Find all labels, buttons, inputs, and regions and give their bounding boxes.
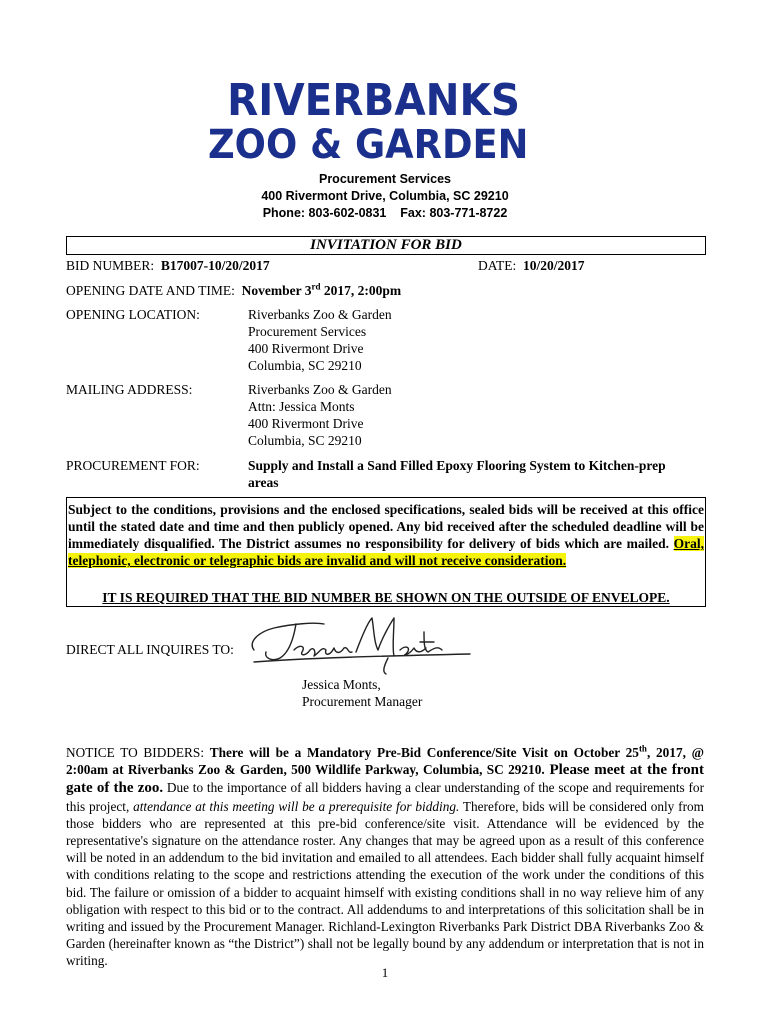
header-phone: Phone: 803-602-0831 Fax: 803-771-8722 xyxy=(262,206,508,220)
opening-label: OPENING DATE AND TIME: xyxy=(66,283,235,298)
procurement-label: PROCUREMENT FOR: xyxy=(66,458,200,473)
opening-time: 2017, 2:00pm xyxy=(320,283,402,298)
bid-number: B17007-10/20/2017 xyxy=(160,258,270,273)
notice-to-bidders xyxy=(66,744,704,970)
header-dept: Procurement Services xyxy=(318,172,451,186)
date-row xyxy=(478,257,585,274)
notice-conference-place: , 2017, @ 2:00am at Riverbanks Zoo & Garden, 500 Wildlife Parkway, Columbia, SC 29210. xyxy=(66,745,704,778)
notice-body-1: Due to the importance of all bidders having a clear understanding of the scope and requirements for this project, xyxy=(66,780,704,814)
invalid-bids-highlight: Oral, telephonic, electronic or telegraphic bids are invalid and will not receive consideration. xyxy=(68,536,704,568)
opening-date-suffix: rd xyxy=(311,281,321,292)
mailing-line: Columbia, SC 29210 xyxy=(248,433,362,448)
notice-label: NOTICE TO BIDDERS: xyxy=(66,745,210,760)
page-title: INVITATION FOR BID xyxy=(66,236,706,255)
opening-date: November 3 xyxy=(241,283,312,298)
opening-value xyxy=(242,283,402,298)
required-notice: IT IS REQUIRED THAT THE BID NUMBER BE SHOWN ON THE OUTSIDE OF ENVELOPE. xyxy=(102,590,670,605)
location-line: Procurement Services xyxy=(248,324,367,339)
logo-line-2: ZOO & GARDEN xyxy=(208,122,529,168)
location-label: OPENING LOCATION: xyxy=(66,307,200,322)
conditions-box xyxy=(66,497,706,607)
header-address: 400 Rivermont Drive, Columbia, SC 29210 xyxy=(261,189,509,203)
bid-number-label: BID NUMBER: xyxy=(66,258,155,273)
logo-line-1: RIVERBANKS xyxy=(227,75,521,126)
date-value: 10/20/2017 xyxy=(523,258,585,273)
contact-role: Procurement Manager xyxy=(302,694,423,709)
procurement-line: areas xyxy=(248,475,279,490)
notice-prerequisite: attendance at this meeting will be a prerequisite for bidding. xyxy=(133,798,460,814)
notice-conference-date: There will be a Mandatory Pre-Bid Conference/Site Visit on October 25 xyxy=(209,745,639,760)
mailing-line: 400 Rivermont Drive xyxy=(248,416,364,431)
bid-number-row xyxy=(66,257,270,274)
contact-name: Jessica Monts, xyxy=(302,677,381,692)
notice-body-2: Therefore, bids will be considered only from those bidders who are represented at this pre-bid conference/site visit. Attendance will be evidenced by the representative's signature on the attendance roster. Any changes that may be agreed upon as a result of this conference will be noted in an addendum to the bid invitation and emailed to all attendees. Each bidder shall fully acquaint himself with conditions relating to the scope and restrictions attending the execution of the work under the conditions of this bid. The failure or omission of a bidder to acquaint himself with existing conditions shall in no way relieve him of any obligation with respect to this bid or to the contract. All addendums to and interpretations of this solicitation shall be in writing and issued by the Procurement Manager. Richland-Lexington Riverbanks Park District DBA Riverbanks Zoo & Garden (hereinafter known as “the District”) shall not be legally bound by any addendum or interpretation that is not in writing. xyxy=(66,798,704,969)
location-line: 400 Rivermont Drive xyxy=(248,341,364,356)
location-line: Columbia, SC 29210 xyxy=(248,358,362,373)
conditions-text xyxy=(68,501,704,569)
notice-date-suffix: th xyxy=(638,743,647,754)
notice-meet: Please meet at the front gate of the zoo. xyxy=(66,762,705,797)
page-number: 1 xyxy=(381,965,389,980)
procurement-line: Supply and Install a Sand Filled Epoxy Flooring System to Kitchen-prep xyxy=(248,458,666,473)
opening-row xyxy=(66,282,401,299)
inquiries-label: DIRECT ALL INQUIRES TO: xyxy=(66,642,234,657)
date-label: DATE: xyxy=(478,258,517,273)
logo xyxy=(208,75,568,168)
mailing-label: MAILING ADDRESS: xyxy=(66,382,193,397)
signature xyxy=(244,612,474,676)
mailing-line: Riverbanks Zoo & Garden xyxy=(248,382,392,397)
location-line: Riverbanks Zoo & Garden xyxy=(248,307,392,322)
mailing-line: Attn: Jessica Monts xyxy=(248,399,355,414)
conditions-body: Subject to the conditions, provisions and the enclosed specifications, sealed bids will be received at this office until the stated date and time and then publicly opened. Any bid received after the scheduled deadline will be immediately disqualified. The District assumes no responsibility for delivery of bids which are mailed. xyxy=(68,502,704,551)
